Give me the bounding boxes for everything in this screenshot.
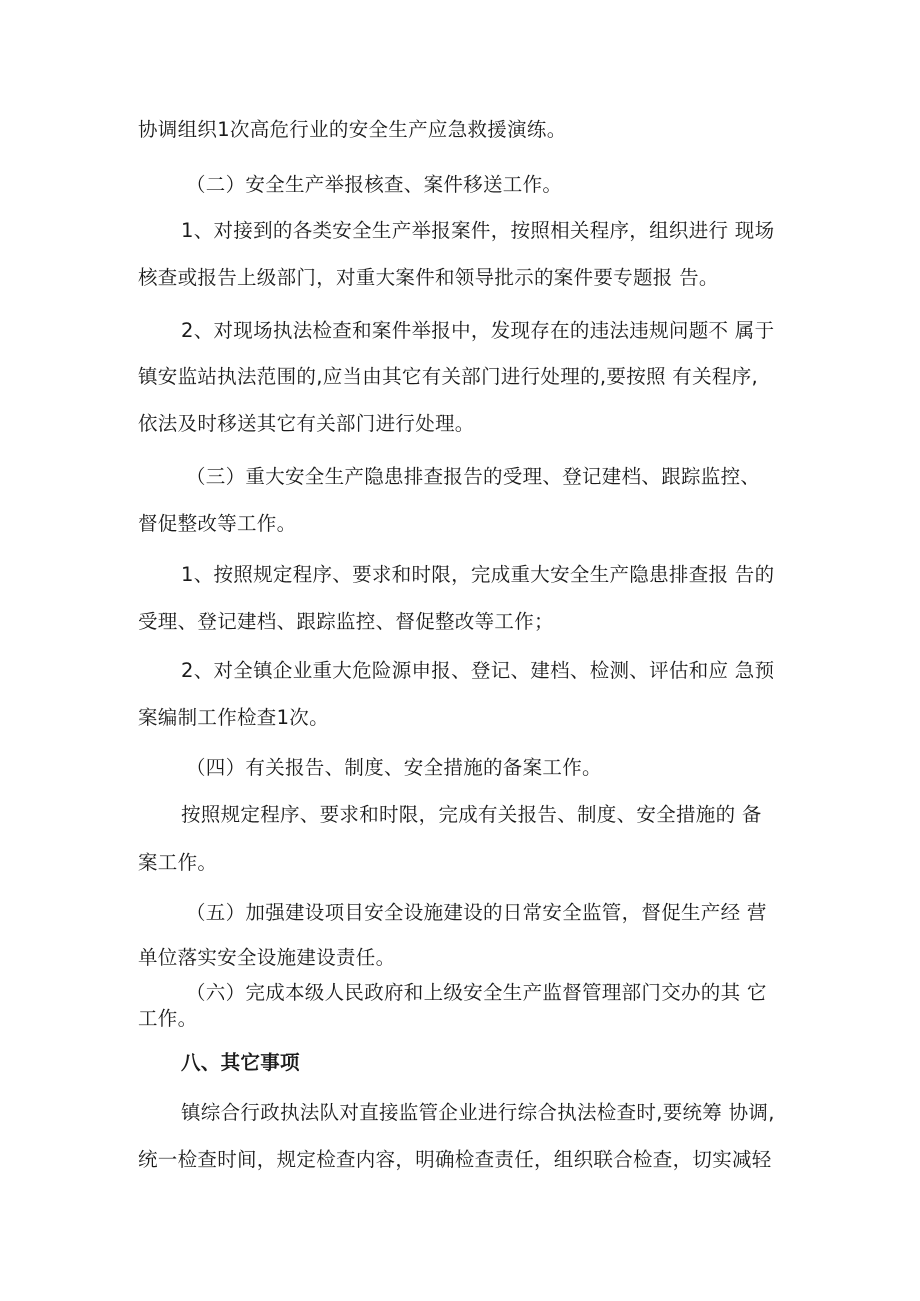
paragraph-line: 单位落实安全设施建设责任。 [138, 946, 396, 969]
section-heading-2: （二）安全生产举报核查、案件移送工作。 [186, 173, 563, 196]
paragraph-line: 镇安监站执法范围的,应当由其它有关部门进行处理的,要按照 有关程序, [138, 365, 758, 388]
section-heading-3: （三）重大安全生产隐患排查报告的受理、登记建档、跟踪监控、 [186, 465, 761, 488]
paragraph-line: 依法及时移送其它有关部门进行处理。 [138, 412, 475, 435]
section-heading-4: （四）有关报告、制度、安全措施的备案工作。 [186, 756, 602, 779]
paragraph-line: 统一检查时间，规定检查内容，明确检查责任，组织联合检查，切实减轻 [138, 1148, 772, 1171]
section-heading-6: （六）完成本级人民政府和上级安全生产监督管理部门交办的其 它 [186, 981, 767, 1004]
paragraph-line: 1、对接到的各类安全生产举报案件，按照相关程序，组织进行 现场 [181, 219, 775, 242]
paragraph-line: 2、对全镇企业重大危险源申报、登记、建档、检测、评估和应 急预 [181, 659, 775, 682]
paragraph-line: 按照规定程序、要求和时限，完成有关报告、制度、安全措施的 备 [181, 803, 762, 826]
paragraph-line: 镇综合行政执法队对直接监管企业进行综合执法检查时,要统筹 协调, [181, 1101, 775, 1124]
paragraph-line: 协调组织1次高危行业的安全生产应急救援演练。 [138, 118, 567, 141]
section-heading-5: （五）加强建设项目安全设施建设的日常安全监管，督促生产经 营 [186, 901, 767, 924]
paragraph-line: 案工作。 [138, 851, 218, 874]
section-title-8: 八、其它事项 [181, 1051, 300, 1074]
paragraph-line: 案编制工作检查1次。 [138, 706, 329, 729]
paragraph-line: 核查或报告上级部门，对重大案件和领导批示的案件要专题报 告。 [138, 266, 719, 289]
paragraph-line: 受理、登记建档、跟踪监控、督促整改等工作； [138, 610, 554, 633]
paragraph-line: 工作。 [138, 1007, 198, 1030]
paragraph-line: 2、对现场执法检查和案件举报中，发现存在的违法违规问题不 属于 [181, 319, 775, 342]
paragraph-line: 督促整改等工作。 [138, 512, 297, 535]
paragraph-line: 1、按照规定程序、要求和时限，完成重大安全生产隐患排查报 告的 [181, 563, 775, 586]
